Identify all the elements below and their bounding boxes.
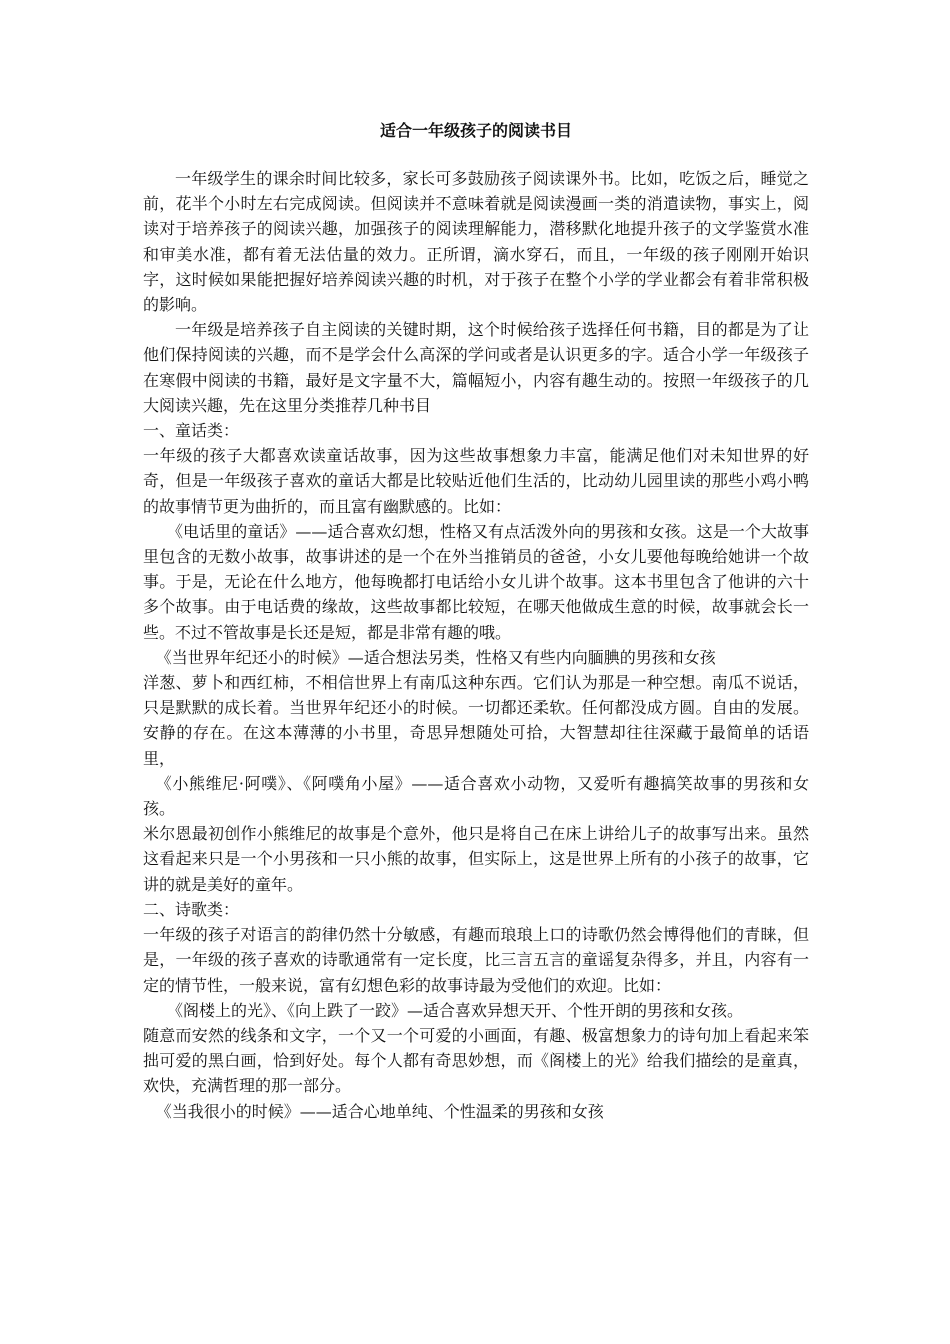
paragraph-young-world-desc: 洋葱、萝卜和西红柿，不相信世界上有南瓜这种东西。它们认为那是一种空想。南瓜不说话，只是默默的成长着。当世界年纪还小的时候。一切都还柔软。任何都没成方圆。自由的发展。安静的存在。在这本薄薄的小书里，奇思异想随处可拾，大智慧却往往深藏于最简单的话语里， xyxy=(143,673,809,768)
paragraph-book-when-little: 《当我很小的时候》——适合心地单纯、个性温柔的男孩和女孩 xyxy=(155,1101,604,1121)
paragraph-book-attic-light: 《阁楼上的光》、《向上跌了一跤》—适合喜欢异想天开、个性开朗的男孩和女孩。 xyxy=(167,1000,744,1020)
paragraph-poetry: 一年级的孩子对语言的韵律仍然十分敏感，有趣而琅琅上口的诗歌仍然会博得他们的青睐，但是，一年级的孩子喜欢的诗歌通常有一定长度，比三言五言的童谣复杂得多，并且，内容有一定的情节性，一般来说，富有幻想色彩的故事诗最为受他们的欢迎。比如： xyxy=(143,925,809,995)
section-heading-fairy-tales: 一、童话类： xyxy=(143,421,240,441)
paragraph-book-winnie: 《小熊维尼·阿噗》、《阿噗角小屋》——适合喜欢小动物，又爱听有趣搞笑故事的男孩和女孩。 xyxy=(143,773,809,819)
section-heading-poetry: 二、诗歌类： xyxy=(143,899,240,919)
paragraph-attic-light-desc: 随意而安然的线条和文字，一个又一个可爱的小画面，有趣、极富想象力的诗句加上看起来笨拙可爱的黑白画，恰到好处。每个人都有奇思妙想，而《阁楼上的光》给我们描绘的是童真，欢快，充满哲理的那一部分。 xyxy=(143,1025,809,1096)
paragraph-key-period: 一年级是培养孩子自主阅读的关键时期，这个时候给孩子选择任何书籍，目的都是为了让他们保持阅读的兴趣，而不是学会什么高深的学问或者是认识更多的字。适合小学一年级孩子在寒假中阅读的书籍，最好是文字量不大，篇幅短小，内容有趣生动的。按照一年级孩子的几大阅读兴趣，先在这里分类推荐几种书目 xyxy=(143,320,809,415)
paragraph-winnie-desc: 米尔恩最初创作小熊维尼的故事是个意外，他只是将自己在床上讲给儿子的故事写出来。虽然这看起来只是一个小男孩和一只小熊的故事，但实际上，这是世界上所有的小孩子的故事，它讲的就是美好的童年。 xyxy=(143,824,809,894)
paragraph-intro: 一年级学生的课余时间比较多，家长可多鼓励孩子阅读课外书。比如，吃饭之后，睡觉之前，花半个小时左右完成阅读。但阅读并不意味着就是阅读漫画一类的消遣读物，事实上，阅读对于培养孩子的阅读兴趣，加强孩子的阅读理解能力，潜移默化地提升孩子的文学鉴赏水准和审美水准，都有着无法估量的效力。正所谓，滴水穿石，而且，一年级的孩子刚刚开始识字，这时候如果能把握好培养阅读兴趣的时机，对于孩子在整个小学的学业都会有着非常积极的影响。 xyxy=(143,169,809,315)
document-page xyxy=(143,118,809,1124)
paragraph-book-phone-tales: 《电话里的童话》——适合喜欢幻想，性格又有点活泼外向的男孩和女孩。这是一个大故事里包含的无数小故事，故事讲述的是一个在外当推销员的爸爸，小女儿要他每晚给她讲一个故事。于是，无论在什么地方，他每晚都打电话给小女儿讲个故事。这本书里包含了他讲的六十多个故事。由于电话费的缘故，这些故事都比较短，在哪天他做成生意的时候，故事就会长一些。不过不管故事是长还是短，都是非常有趣的哦。 xyxy=(143,521,809,642)
paragraph-fairy-tales: 一年级的孩子大都喜欢读童话故事，因为这些故事想象力丰富，能满足他们对未知世界的好奇，但是一年级孩子喜欢的童话大都是比较贴近他们生活的，比动幼儿园里读的那些小鸡小鸭的故事情节更为曲折的，而且富有幽默感的。比如： xyxy=(143,446,809,516)
document-title: 适合一年级孩子的阅读书目 xyxy=(379,121,572,140)
paragraph-book-young-world: 《当世界年纪还小的时候》—适合想法另类，性格又有些内向腼腆的男孩和女孩 xyxy=(155,647,716,667)
